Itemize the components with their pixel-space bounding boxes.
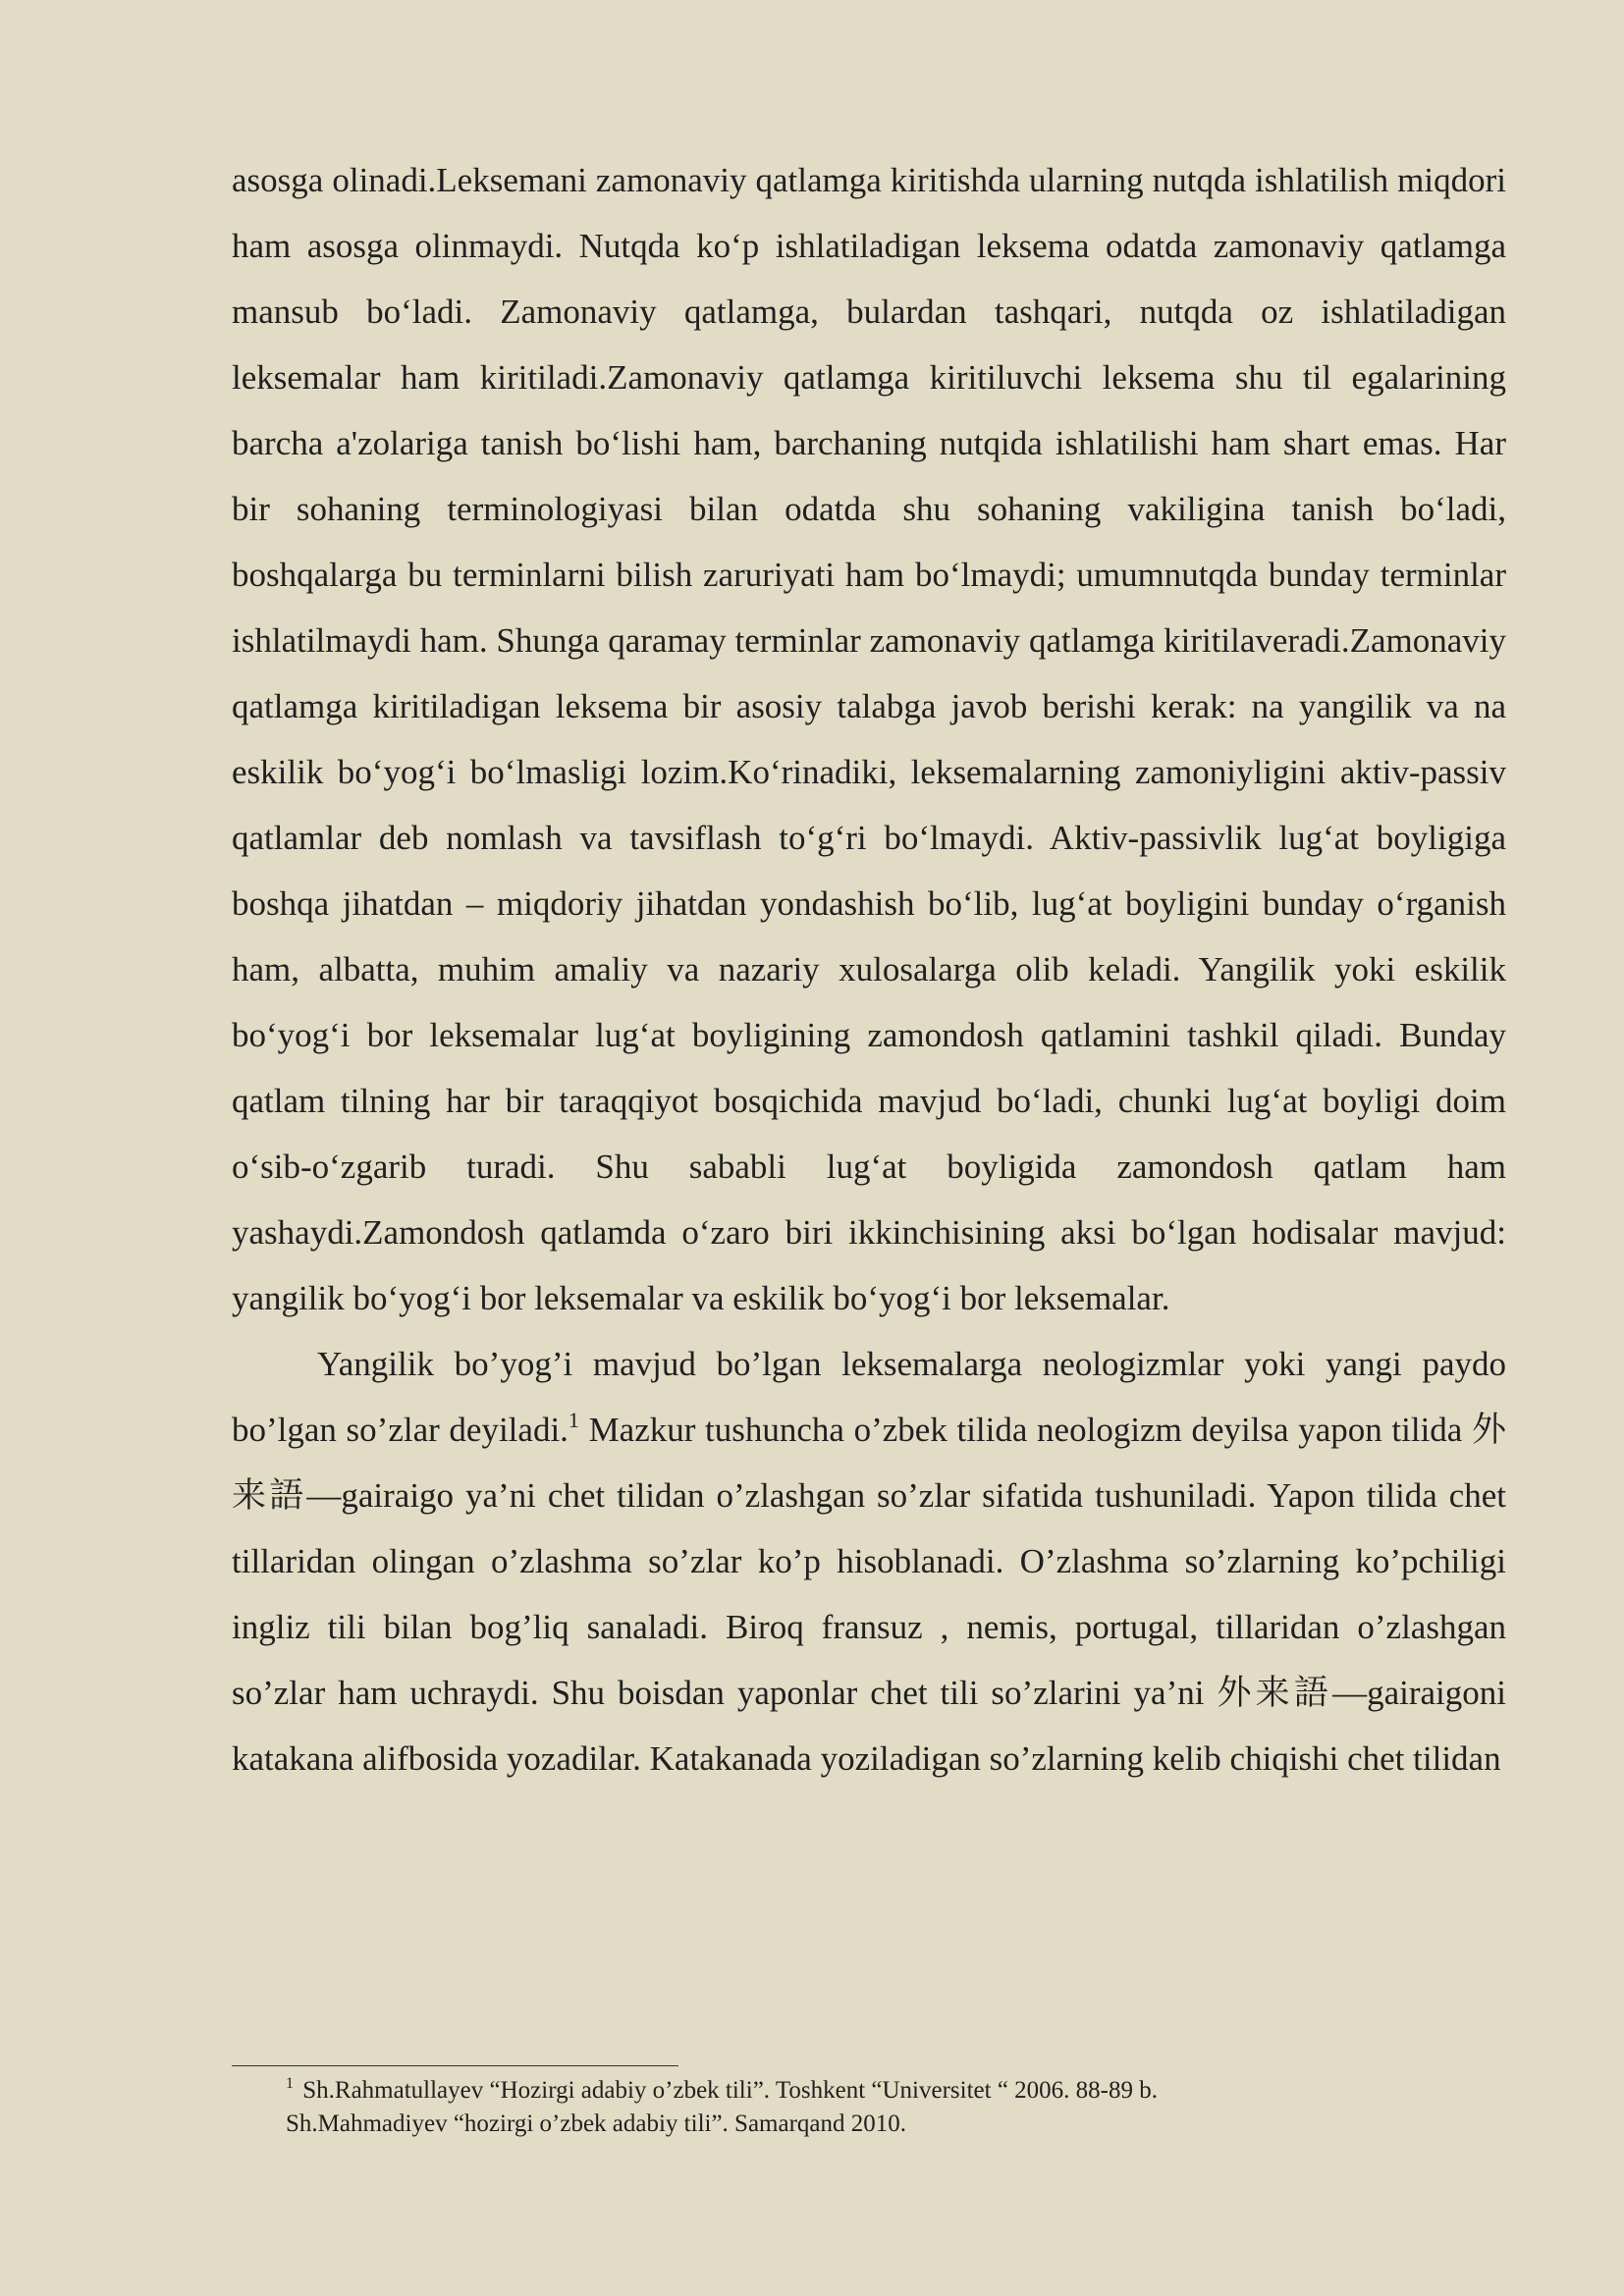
paragraph-2-text-a: Yangilik bo’yog’i mavjud bo’lgan leksemalarga neologizmlar yoki yangi paydo bo’lgan so’zlar deyiladi. <box>232 1345 1506 1449</box>
footnote-reference[interactable]: 1 <box>568 1408 579 1432</box>
footnote-separator <box>232 2065 678 2066</box>
footnote-marker: 1 <box>286 2075 294 2092</box>
footnotes-section <box>232 2065 1506 2141</box>
document-body <box>232 147 1506 1791</box>
paragraph-2 <box>232 1331 1506 1791</box>
footnote-1-continuation: Sh.Mahmadiyev “hozirgi o’zbek adabiy tili”. Samarqand 2010. <box>286 2110 907 2137</box>
paragraph-2-text-b: Mazkur tushuncha o’zbek tilida neologizm deyilsa yapon tilida 外来語—gairaigo ya’ni chet tilidan o’zlashgan so’zlar sifatida tushuniladi. Yapon tilida chet tillaridan olingan o’zlashma so’zlar ko’p hisoblanadi. O’zlashma so’zlarning ko’pchiligi ingliz tili bilan bog’liq sanaladi. Biroq fransuz , nemis, portugal, tillaridan o’zlashgan so’zlar ham uchraydi. Shu boisdan yaponlar chet tili so’zlarini ya’ni 外来語—gairaigoni katakana alifbosida yozadilar. Katakanada yoziladigan so’zlarning kelib chiqishi chet tilidan <box>232 1411 1506 1778</box>
paragraph-1: asosga olinadi.Leksemani zamonaviy qatlamga kiritishda ularning nutqda ishlatilish miqdori ham asosga olinmaydi. Nutqda ko‘p ishlatiladigan leksema odatda zamonaviy qatlamga mansub bo‘ladi. Zamonaviy qatlamga, bulardan tashqari, nutqda oz ishlatiladigan leksemalar ham kiritiladi.Zamonaviy qatlamga kiritiluvchi leksema shu til egalarining barcha a'zolariga tanish bo‘lishi ham, barchaning nutqida ishlatilishi ham shart emas. Har bir sohaning terminologiyasi bilan odatda shu sohaning vakiligina tanish bo‘ladi, boshqalarga bu terminlarni bilish zaruriyati ham bo‘lmaydi; umumnutqda bunday terminlar ishlatilmaydi ham. Shunga qaramay terminlar zamonaviy qatlamga kiritilaveradi.Zamonaviy qatlamga kiritiladigan leksema bir asosiy talabga javob berishi kerak: na yangilik va na eskilik bo‘yog‘i bo‘lmasligi lozim.Ko‘rinadiki, leksemalarning zamoniyligini aktiv-passiv qatlamlar deb nomlash va tavsiflash to‘g‘ri bo‘lmaydi. Aktiv-passivlik lug‘at boyligiga boshqa jihatdan – miqdoriy jihatdan yondashish bo‘lib, lug‘at boyligini bunday o‘rganish ham, albatta, muhim amaliy va nazariy xulosalarga olib keladi. Yangilik yoki eskilik bo‘yog‘i bor leksemalar lug‘at boyligining zamondosh qatlamini tashkil qiladi. Bunday qatlam tilning har bir taraqqiyot bosqichida mavjud bo‘ladi, chunki lug‘at boyligi doim o‘sib-o‘zgarib turadi. Shu sababli lug‘at boyligida zamondosh qatlam ham yashaydi.Zamondosh qatlamda o‘zaro biri ikkinchisining aksi bo‘lgan hodisalar mavjud: yangilik bo‘yog‘i bor leksemalar va eskilik bo‘yog‘i bor leksemalar. <box>232 161 1506 1317</box>
footnote-1 <box>232 2074 1506 2108</box>
footnote-1-text: Sh.Rahmatullayev “Hozirgi adabiy o’zbek tili”. Toshkent “Universitet “ 2006. 88-89 b. <box>297 2077 1158 2104</box>
